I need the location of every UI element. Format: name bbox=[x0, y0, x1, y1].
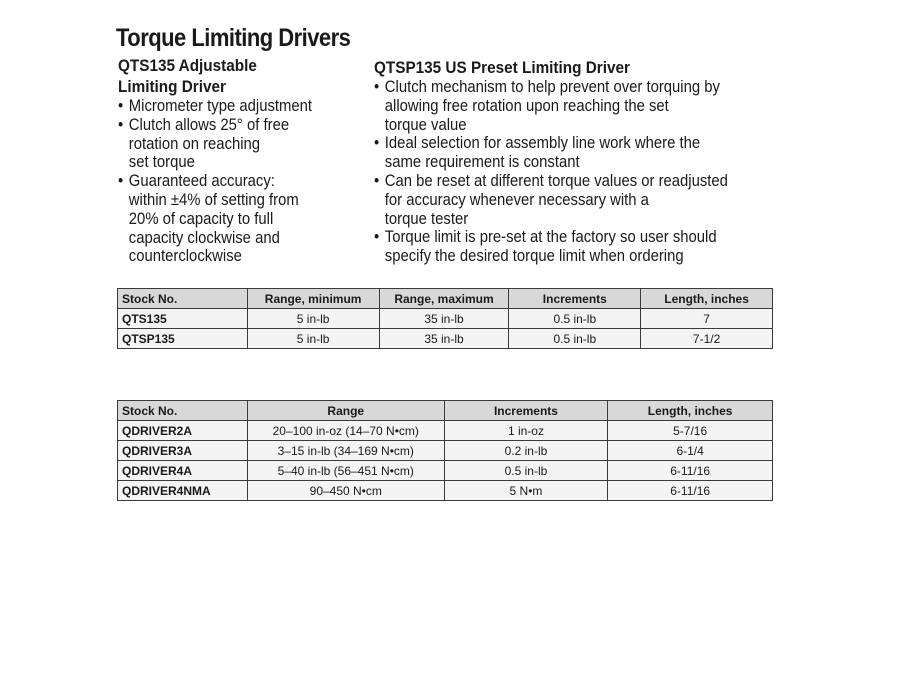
column-header: Increments bbox=[444, 401, 608, 421]
feature-bullet: • Clutch allows 25° of free rotation on reaching set torque bbox=[118, 116, 339, 172]
table-row bbox=[118, 309, 773, 329]
column-header: Increments bbox=[509, 289, 641, 309]
table-row bbox=[118, 329, 773, 349]
table-row bbox=[118, 441, 773, 461]
stock-number-cell: QDRIVER4A bbox=[118, 461, 248, 481]
column-header: Range bbox=[247, 401, 444, 421]
table-cell: 7-1/2 bbox=[641, 329, 773, 349]
feature-bullet: • Torque limit is pre-set at the factory so user should specify the desired torque limit when ordering bbox=[374, 228, 752, 266]
qtsp135-section bbox=[374, 57, 794, 266]
table-cell: 6-11/16 bbox=[608, 461, 773, 481]
feature-bullet: • Clutch mechanism to help prevent over torquing by allowing free rotation upon reaching the set torque value bbox=[374, 78, 752, 134]
table-cell: 7 bbox=[641, 309, 773, 329]
table-cell: 35 in-lb bbox=[379, 329, 509, 349]
table-header-row bbox=[118, 289, 773, 309]
column-header: Length, inches bbox=[608, 401, 773, 421]
table-cell: 5 N•m bbox=[444, 481, 608, 501]
table-cell: 3–15 in-lb (34–169 N•cm) bbox=[247, 441, 444, 461]
column-header: Range, maximum bbox=[379, 289, 509, 309]
qts135-heading-line2: Limiting Driver bbox=[118, 77, 226, 96]
table-cell: 35 in-lb bbox=[379, 309, 509, 329]
table-cell: 6-1/4 bbox=[608, 441, 773, 461]
table-header-row bbox=[118, 401, 773, 421]
table-cell: 5 in-lb bbox=[247, 329, 379, 349]
qtsp135-heading: QTSP135 US Preset Limiting Driver bbox=[374, 58, 630, 77]
page-title: Torque Limiting Drivers bbox=[116, 24, 351, 52]
table-row bbox=[118, 421, 773, 441]
table-cell: 0.2 in-lb bbox=[444, 441, 608, 461]
table-row bbox=[118, 481, 773, 501]
feature-bullet: • Micrometer type adjustment bbox=[118, 97, 339, 116]
stock-number-cell: QTS135 bbox=[118, 309, 248, 329]
qts135-feature-list bbox=[118, 97, 363, 266]
feature-bullet: • Guaranteed accuracy: within ±4% of setting from 20% of capacity to full capacity clockwise and counterclockwise bbox=[118, 172, 339, 266]
column-header: Range, minimum bbox=[247, 289, 379, 309]
qts135-heading-line1: QTS135 Adjustable bbox=[118, 56, 257, 75]
stock-number-cell: QDRIVER2A bbox=[118, 421, 248, 441]
stock-number-cell: QDRIVER3A bbox=[118, 441, 248, 461]
table-cell: 5-7/16 bbox=[608, 421, 773, 441]
qdriver-spec-table bbox=[117, 400, 773, 501]
table-cell: 5–40 in-lb (56–451 N•cm) bbox=[247, 461, 444, 481]
table-row bbox=[118, 461, 773, 481]
feature-bullet: • Can be reset at different torque values or readjusted for accuracy whenever necessary with a torque tester bbox=[374, 172, 752, 228]
feature-bullet: • Ideal selection for assembly line work where the same requirement is constant bbox=[374, 134, 752, 172]
table-cell: 5 in-lb bbox=[247, 309, 379, 329]
stock-number-cell: QDRIVER4NMA bbox=[118, 481, 248, 501]
stock-number-cell: QTSP135 bbox=[118, 329, 248, 349]
limiting-drivers-spec-table bbox=[117, 288, 773, 349]
table-cell: 20–100 in-oz (14–70 N•cm) bbox=[247, 421, 444, 441]
table-cell: 0.5 in-lb bbox=[444, 461, 608, 481]
table-cell: 6-11/16 bbox=[608, 481, 773, 501]
table-cell: 0.5 in-lb bbox=[509, 329, 641, 349]
column-header: Stock No. bbox=[118, 401, 248, 421]
table-cell: 1 in-oz bbox=[444, 421, 608, 441]
qtsp135-feature-list bbox=[374, 78, 794, 266]
column-header: Stock No. bbox=[118, 289, 248, 309]
qts135-section bbox=[118, 55, 363, 266]
table-cell: 0.5 in-lb bbox=[509, 309, 641, 329]
column-header: Length, inches bbox=[641, 289, 773, 309]
table-cell: 90–450 N•cm bbox=[247, 481, 444, 501]
